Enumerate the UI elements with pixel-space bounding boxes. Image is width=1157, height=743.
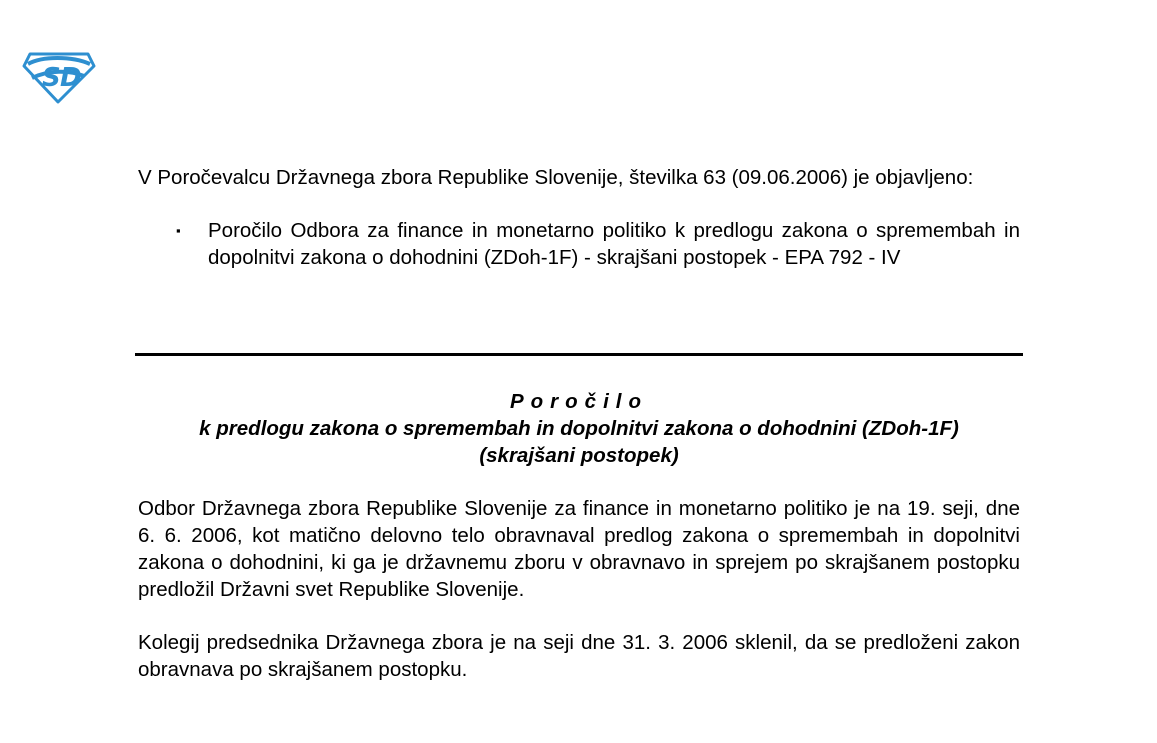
sd-logo [22, 48, 96, 104]
body-paragraph: Kolegij predsednika Državnega zbora je na seji dne 31. 3. 2006 sklenil, da se predloženi zakon obravnava po skrajšanem postopku. [138, 631, 1020, 681]
report-title: Poročilo [509, 390, 648, 413]
section-divider [135, 353, 1023, 356]
report-body [138, 495, 1020, 709]
report-heading [138, 388, 1020, 469]
square-bullet-icon: ▪ [176, 223, 181, 238]
svg-text:S: S [42, 63, 61, 93]
list-item [138, 217, 1020, 271]
publication-list [138, 217, 1020, 271]
body-paragraph: Odbor Državnega zbora Republike Slovenije za finance in monetarno politiko je na 19. seji, dne 6. 6. 2006, kot matično delovno telo obravnaval predlog zakona o spremembah in dopolnitvi zakona o dohodnini, ki ga je državnemu zboru v obravnavo in sprejem po skrajšanem postopku predložil Državni svet Republike Slovenije. [138, 497, 1020, 601]
report-subtitle: k predlogu zakona o spremembah in dopolnitvi zakona o dohodnini (ZDoh-1F) [199, 417, 959, 440]
intro-section [138, 164, 1020, 271]
report-procedure: (skrajšani postopek) [479, 444, 679, 467]
intro-sentence: V Poročevalcu Državnega zbora Republike Slovenije, številka 63 (09.06.2006) je objavljeno: [138, 166, 974, 189]
svg-text:D: D [60, 63, 82, 93]
sd-shield-logo-icon [22, 48, 96, 104]
list-item-text: Poročilo Odbora za finance in monetarno politiko k predlogu zakona o spremembah in dopolnitvi zakona o dohodnini (ZDoh-1F) - skrajšani postopek - EPA 792 - IV [208, 219, 1020, 269]
